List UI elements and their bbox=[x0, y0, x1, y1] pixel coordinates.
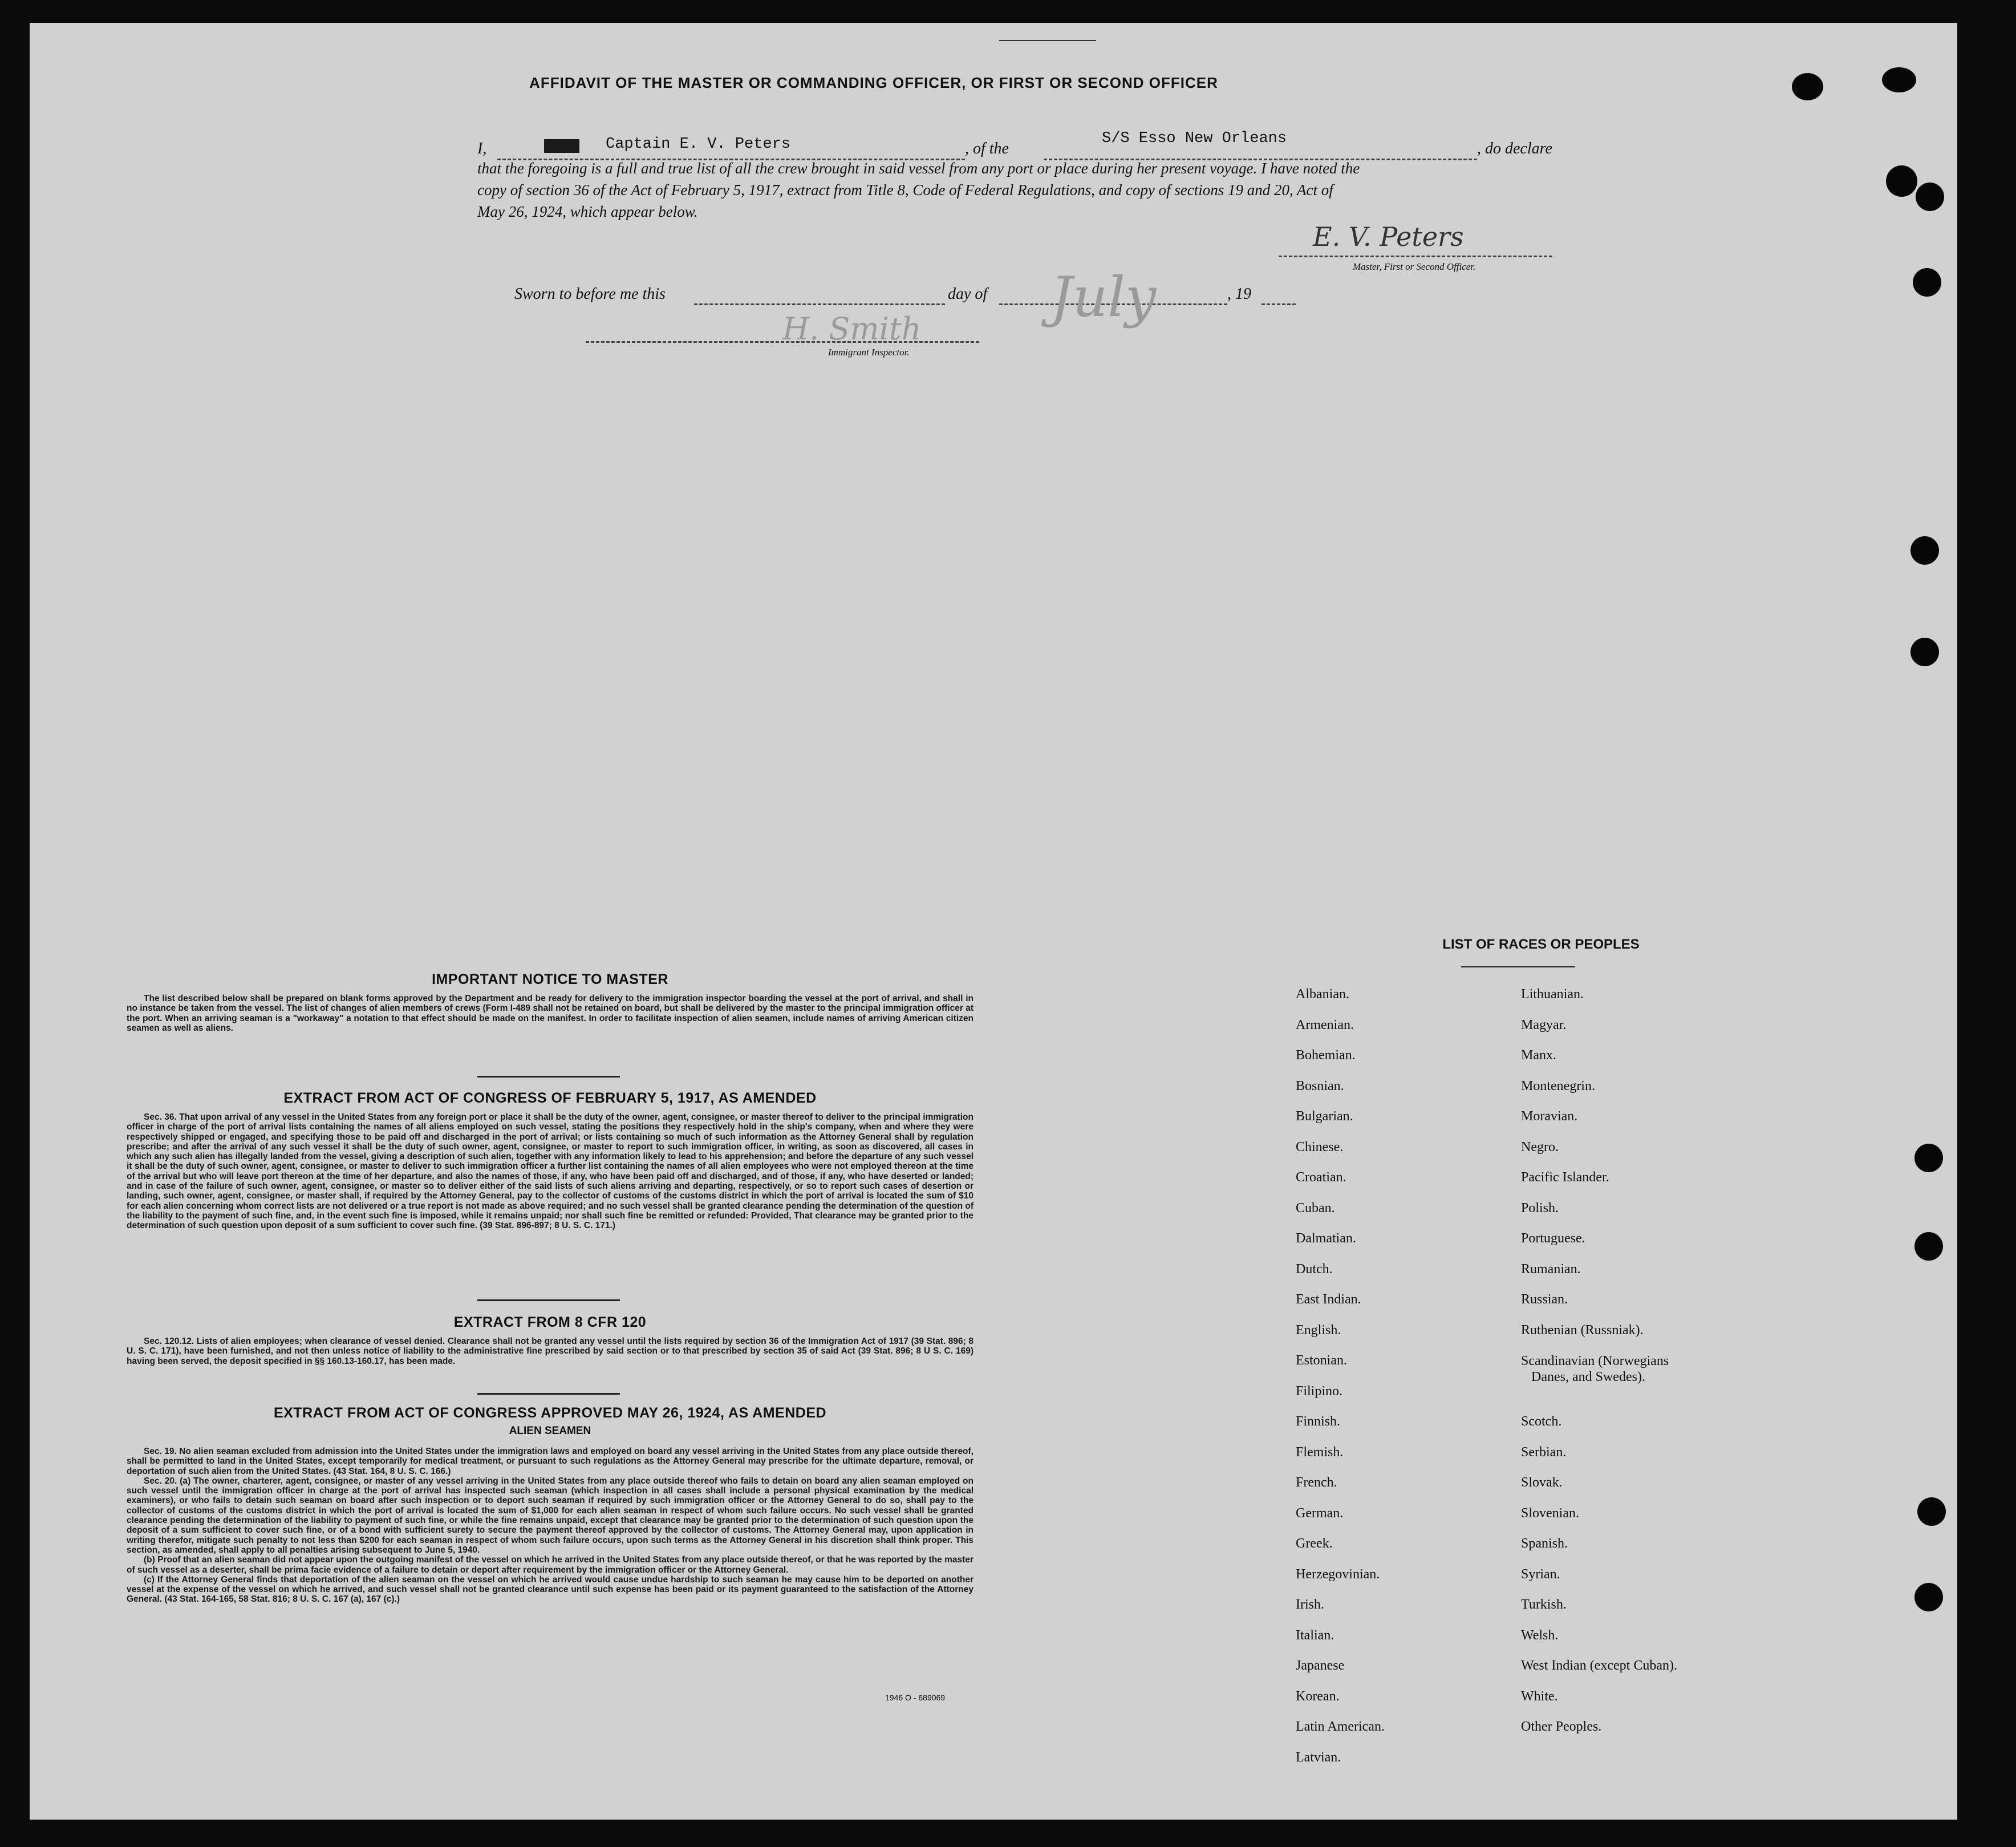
vessel-name: S/S Esso New Orleans bbox=[1102, 130, 1287, 147]
master-name: Captain E. V. Peters bbox=[606, 136, 791, 153]
race-item: Albanian. bbox=[1296, 987, 1349, 1002]
race-item: Spanish. bbox=[1521, 1536, 1568, 1551]
race-item: Pacific Islander. bbox=[1521, 1170, 1609, 1185]
sworn-day-underline bbox=[694, 303, 945, 305]
race-item: Slovak. bbox=[1521, 1475, 1563, 1490]
race-item: Manx. bbox=[1521, 1048, 1556, 1063]
section-separator bbox=[477, 1076, 620, 1078]
year-prefix: , 19 bbox=[1227, 285, 1251, 303]
race-item: West Indian (except Cuban). bbox=[1521, 1658, 1677, 1673]
body-line-3: May 26, 1924, which appear below. bbox=[477, 203, 698, 220]
race-item: Herzegovinian. bbox=[1296, 1566, 1380, 1582]
inspector-caption: Immigrant Inspector. bbox=[828, 347, 910, 358]
race-item: Dutch. bbox=[1296, 1261, 1333, 1277]
day-of-label: day of bbox=[948, 285, 988, 303]
race-item: Finnish. bbox=[1296, 1414, 1341, 1429]
race-item: Japanese bbox=[1296, 1658, 1345, 1673]
inspector-signature: H. Smith bbox=[782, 311, 922, 347]
binder-hole bbox=[1910, 536, 1939, 565]
extract-cfr-title: EXTRACT FROM 8 CFR 120 bbox=[453, 1314, 647, 1330]
race-item: German. bbox=[1296, 1505, 1344, 1521]
race-item: Croatian. bbox=[1296, 1170, 1346, 1185]
sec-36-paragraph: Sec. 36. That upon arrival of any vessel in the United States from any foreign port or place it shall be the duty of the owner, agent, consignee, or master thereof to deliver to the principal immigration officer in charge of the port of arrival lists containing the names of all aliens employed on such vessel, stating the positions they respectively hold in the ship's company, when and where they were respectively shipped or engaged, and specifying those to be paid off and discharged in the port of arrival; or lists containing so much of such information as the Attorney General shall by regulation prescribe; and after the arrival of any such vessel it shall be the duty of such owner, agent, consignee, or master to report to such immigration officer, in writing, as soon as discovered, all cases in which any such alien has illegally landed from the vessel, giving a description of such alien, together with any information likely to lead to his apprehension; and before the departure of any such vessel it shall be the duty of such owner, agent, consignee, or master to deliver to such immigration officer a further list containing the names of all alien employees who were not employed thereon at the time of the arrival but who will leave port thereon at the time of her departure, and also the names of those, if any, who have been paid off and discharged, and of those, if any, who have deserted or landed; and in case of the failure of such owner, agent, consignee, or master so to deliver either of the said lists of such aliens arriving and departing, respectively, or so to report such cases of desertion or landing, such owner, agent, consignee, or master shall, if required by the Attorney General, pay to the collector of customs of the customs district in which the port of arrival is located the sum of $10 for each alien concerning whom correct lists are not delivered or a true report is not made as above required; and no such vessel shall be granted clearance pending the determination of the question of the liability to the payment of such fine, and, in the event such fine is imposed, while it remains unpaid; nor shall such fine be remitted or refunded: Provided, That clearance may be granted prior to the determination of such question upon deposit of a sum sufficient to cover such fine. (39 Stat. 896-897; 8 U. S. C. 171.) bbox=[127, 1112, 973, 1231]
notice-text bbox=[127, 994, 973, 1033]
sec-20a-paragraph: Sec. 20. (a) The owner, charterer, agent, consignee, or master of any vessel arriving in the United States from any place outside thereof who fails to detain on board any alien seaman employed on such vessel until the immigration officer in charge at the port of arrival has inspected such seaman (which inspection in all cases shall include a personal physical examination by the medical examiners), or who fails to detain such seaman on board after such inspection or to deport such seaman if required by such immigration officer or the Attorney General to do so, shall pay to the collector of customs of the customs district in which the port of arrival is located the sum of $1,000 for each alien seaman in respect of whom such failure occurs. No such vessel shall be granted clearance pending the determination of the liability to payment of such fine, or while the fine remains unpaid, except that clearance may be granted prior to the determination of such question upon the deposit of a sum sufficient to cover such fine, or of a bond with sufficient surety to secure the payment thereof approved by the collector of customs. The Attorney General may, upon application in writing therefor, mitigate such penalty to not less than $200 for each seaman in respect of whom such failure occurs, upon such terms as the Attorney General in his discretion shall think proper. This section, as amended, shall apply to all penalties arising subsequent to June 5, 1940. bbox=[127, 1476, 973, 1555]
declaration-line bbox=[477, 140, 486, 158]
race-item: Bulgarian. bbox=[1296, 1109, 1353, 1124]
sec-20c-paragraph: (c) If the Attorney General finds that deportation of the alien seaman on the vessel on which he arrived would cause undue hardship to such seaman he may cause him to be deported on another vessel at the expense of the vessel on which he arrived, and such vessel shall not be granted clearance until such expense has been paid or its payment guaranteed to the satisfaction of the Attorney General. (43 Stat. 164-165, 58 Stat. 816; 8 U. S. C. 167 (a), 167 (c).) bbox=[127, 1574, 973, 1605]
notice-paragraph: The list described below shall be prepared on blank forms approved by the Department and be ready for delivery to the immigration inspector boarding the vessel at the port of arrival, and shall in no instance be taken from the vessel. The list of changes of alien members of crews (Form I-489 shall not be retained on board, but shall be delivered by the master to the principal immigration officer at the port. When an arriving seaman is a "workaway" a notation to that effect should be made on the manifest. In order to facilitate inspection of alien seamen, include names of arriving American citizen seamen as well as aliens. bbox=[127, 994, 973, 1033]
races-title: LIST OF RACES OR PEOPLES bbox=[1442, 937, 1640, 952]
section-separator bbox=[477, 1393, 620, 1395]
race-item: Magyar. bbox=[1521, 1017, 1567, 1032]
of-the-label: , of the bbox=[965, 140, 1009, 157]
body-line-1: that the foregoing is a full and true list of all the crew brought in said vessel from any port or place during her present voyage. I have noted the bbox=[477, 160, 1360, 177]
extract-cfr-text bbox=[127, 1336, 973, 1366]
binder-hole bbox=[1914, 1144, 1943, 1172]
ink-blot bbox=[1886, 165, 1917, 197]
race-item: Chinese. bbox=[1296, 1139, 1344, 1155]
race-item: Russian. bbox=[1521, 1292, 1568, 1307]
i-label: I, bbox=[477, 140, 487, 157]
month-handwritten: July bbox=[1050, 265, 1157, 329]
year-underline bbox=[1261, 303, 1296, 305]
race-item: Turkish. bbox=[1521, 1597, 1567, 1612]
race-item: East Indian. bbox=[1296, 1292, 1361, 1307]
ink-blot bbox=[1792, 73, 1823, 100]
master-signature: E. V. Peters bbox=[1313, 221, 1464, 252]
race-item: English. bbox=[1296, 1322, 1341, 1338]
extract-1917-title: EXTRACT FROM ACT OF CONGRESS OF FEBRUARY 5, 1917, AS AMENDED bbox=[283, 1090, 817, 1106]
race-item: Lithuanian. bbox=[1521, 987, 1584, 1002]
sec-120-paragraph: Sec. 120.12. Lists of alien employees; when clearance of vessel denied. Clearance shall not be granted any vessel until the lists required by section 36 of the Immigration Act of 1917 (39 Stat. 896; 8 U. S. C. 171), have been furnished, and not then unless notice of liability to the administrative fine prescribed by said section or to that prescribed by section 35 of said Act (39 Stat. 896; 8 U S. C. 169) having been served, the deposit specified in §§ 160.13-160.17, has been made. bbox=[127, 1336, 973, 1366]
race-item: Dalmatian. bbox=[1296, 1231, 1356, 1246]
race-item: Bohemian. bbox=[1296, 1048, 1356, 1063]
master-caption: Master, First or Second Officer. bbox=[1353, 261, 1476, 272]
sec-19-paragraph: Sec. 19. No alien seaman excluded from admission into the United States under the immigration laws and employed on board any vessel arriving in the United States from any place outside thereof, shall be permitted to land in the United States, except temporarily for medical treatment, or pursuant to such regulations as the Attorney General may prescribe for the ultimate departure, removal, or deportation of such alien from the United States. (43 Stat. 164, 8 U. S. C. 166.) bbox=[127, 1447, 973, 1476]
sworn-label: Sworn to before me this bbox=[514, 285, 666, 303]
race-item: Latin American. bbox=[1296, 1719, 1385, 1734]
race-item: Syrian. bbox=[1521, 1566, 1560, 1582]
extract-1917-text bbox=[127, 1112, 973, 1231]
section-separator bbox=[477, 1299, 620, 1301]
race-item: Korean. bbox=[1296, 1688, 1340, 1704]
redaction-mark bbox=[544, 139, 579, 153]
binder-hole bbox=[1916, 183, 1944, 211]
race-item: Irish. bbox=[1296, 1597, 1324, 1612]
race-item: Flemish. bbox=[1296, 1444, 1344, 1460]
race-item: Portuguese. bbox=[1521, 1231, 1585, 1246]
race-item: French. bbox=[1296, 1475, 1337, 1490]
top-rule bbox=[999, 40, 1096, 41]
race-item: Polish. bbox=[1521, 1200, 1559, 1216]
print-code: 1946 O - 689069 bbox=[885, 1693, 946, 1702]
race-item: Filipino. bbox=[1296, 1383, 1343, 1399]
race-item: Ruthenian (Russniak). bbox=[1521, 1322, 1644, 1338]
extract-1924-title: EXTRACT FROM ACT OF CONGRESS APPROVED MAY 26, 1924, AS AMENDED bbox=[273, 1405, 827, 1421]
sec-20b-paragraph: (b) Proof that an alien seaman did not appear upon the outgoing manifest of the vessel on which he arrived in the United States from any place outside thereof, or that he was reported by the master of such vessel as a deserter, shall be prima facie evidence of a failure to detain or deport after requirement by the immigration officer or the Attorney General. bbox=[127, 1555, 973, 1575]
race-item: Latvian. bbox=[1296, 1749, 1341, 1765]
binder-hole bbox=[1914, 1583, 1943, 1611]
race-item: Estonian. bbox=[1296, 1353, 1347, 1368]
form-sheet bbox=[30, 23, 1957, 1820]
notice-title: IMPORTANT NOTICE TO MASTER bbox=[432, 971, 668, 987]
body-line-2: copy of section 36 of the Act of February 5, 1917, extract from Title 8, Code of Federal Regulations, and copy of sections 19 and 20, Act of bbox=[477, 181, 1333, 199]
race-item: Rumanian. bbox=[1521, 1261, 1581, 1277]
race-item: Serbian. bbox=[1521, 1444, 1567, 1460]
race-item: Scotch. bbox=[1521, 1414, 1562, 1429]
race-item: Moravian. bbox=[1521, 1109, 1578, 1124]
race-item: Welsh. bbox=[1521, 1627, 1559, 1643]
race-item: Armenian. bbox=[1296, 1017, 1354, 1032]
extract-1924-text bbox=[127, 1447, 973, 1605]
race-item: White. bbox=[1521, 1688, 1558, 1704]
races-title-rule bbox=[1461, 966, 1575, 967]
race-item: Greek. bbox=[1296, 1536, 1333, 1551]
affidavit-title: AFFIDAVIT OF THE MASTER OR COMMANDING OFFICER, OR FIRST OR SECOND OFFICER bbox=[529, 74, 1218, 91]
race-item: Scandinavian (Norwegians Danes, and Swedes). bbox=[1521, 1354, 1669, 1384]
binder-hole bbox=[1917, 1497, 1946, 1526]
binder-hole bbox=[1914, 1232, 1943, 1261]
race-item: Cuban. bbox=[1296, 1200, 1335, 1216]
race-item: Italian. bbox=[1296, 1627, 1334, 1643]
declare-label: , do declare bbox=[1477, 140, 1552, 157]
race-item: Bosnian. bbox=[1296, 1078, 1344, 1093]
race-item: Montenegrin. bbox=[1521, 1078, 1595, 1093]
race-item: Negro. bbox=[1521, 1139, 1559, 1155]
alien-seamen-subtitle: ALIEN SEAMEN bbox=[509, 1425, 591, 1437]
race-item: Other Peoples. bbox=[1521, 1719, 1602, 1734]
binder-hole bbox=[1910, 638, 1939, 666]
race-item: Slovenian. bbox=[1521, 1505, 1579, 1521]
master-signature-line bbox=[1279, 256, 1552, 257]
binder-hole bbox=[1913, 268, 1941, 297]
ink-blot bbox=[1882, 67, 1916, 92]
